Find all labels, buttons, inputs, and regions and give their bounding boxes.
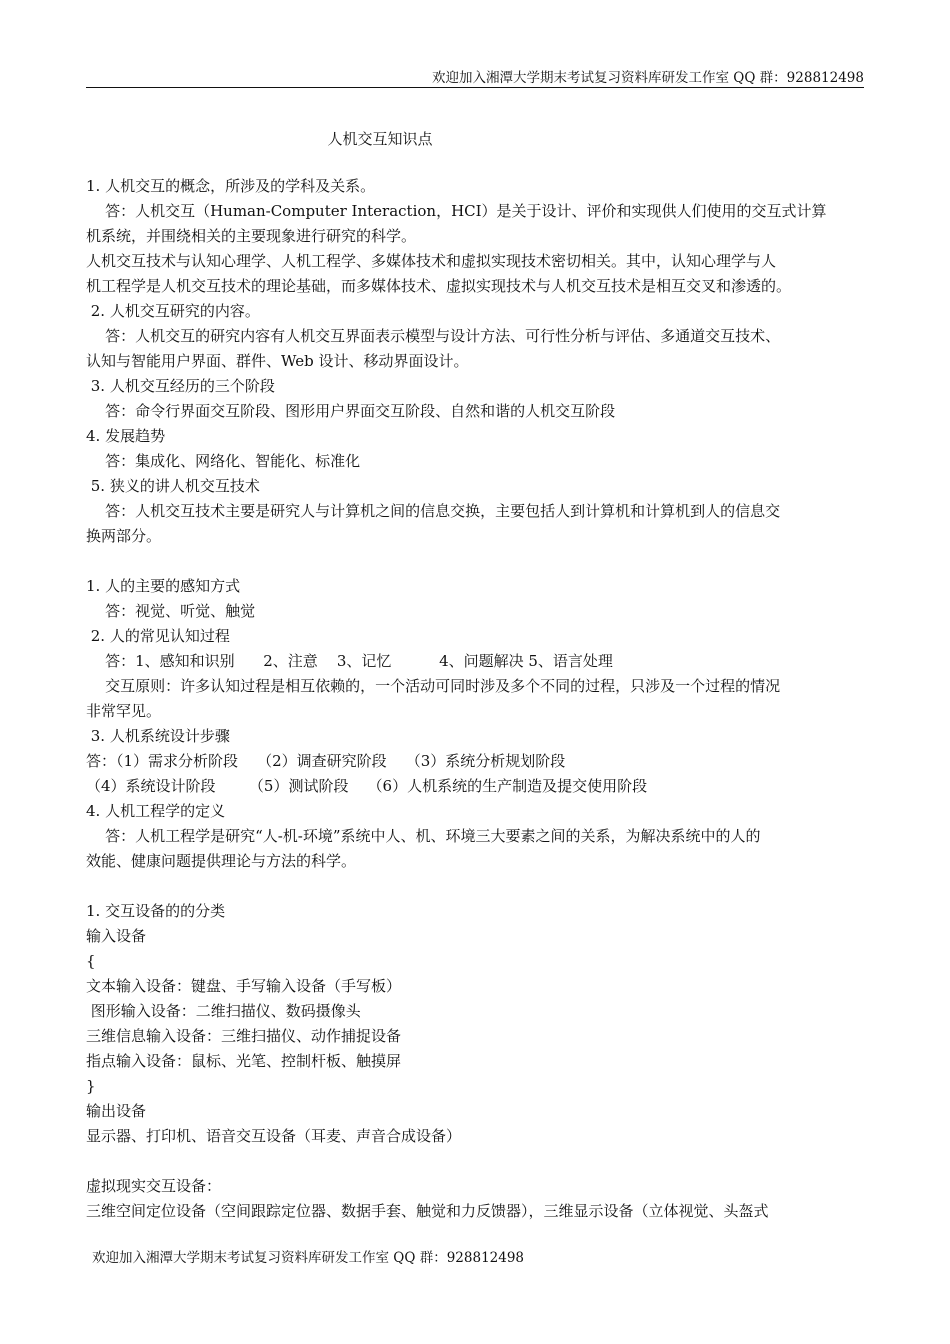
text-line: 输入设备 <box>86 927 147 945</box>
text-line: 机工程学是人机交互技术的理论基础，而多媒体技术、虚拟实现技术与人机交互技术是相互交叉和渗透的。 <box>86 277 792 295</box>
text-line: 答：人机工程学是研究“人-机-环境”系统中人、机、环境三大要素之间的关系，为解决系统中的人的 <box>86 827 761 845</box>
text-line: 答：人机交互（Human-Computer Interaction，HCI）是关于设计、评价和实现供人们使用的交互式计算 <box>86 202 827 220</box>
text-line: 3. 人机系统设计步骤 <box>86 727 230 745</box>
text-line: 1. 人机交互的概念，所涉及的学科及关系。 <box>86 177 376 195</box>
text-line: 答：人机交互的研究内容有人机交互界面表示模型与设计方法、可行性分析与评估、多通道交互技术、 <box>86 327 781 345</box>
text-line: 指点输入设备：鼠标、光笔、控制杆板、触摸屏 <box>86 1052 402 1070</box>
header-divider <box>86 87 864 88</box>
text-line: 虚拟现实交互设备： <box>86 1177 222 1195</box>
text-line: 2. 人机交互研究的内容。 <box>86 302 260 320</box>
text-line: 显示器、打印机、语音交互设备（耳麦、声音合成设备） <box>86 1127 462 1145</box>
text-line: 图形输入设备：二维扫描仪、数码摄像头 <box>86 1002 361 1020</box>
text-line: 答：（1）需求分析阶段 （2）调查研究阶段 （3）系统分析规划阶段 <box>86 752 566 770</box>
text-line: 1. 人的主要的感知方式 <box>86 577 241 595</box>
text-line: 非常罕见。 <box>86 702 162 720</box>
text-line: 2. 人的常见认知过程 <box>86 627 230 645</box>
page-footer: 欢迎加入湘潭大学期末考试复习资料库研发工作室 QQ 群：928812498 <box>92 1250 525 1266</box>
text-line: 答：人机交互技术主要是研究人与计算机之间的信息交换，主要包括人到计算机和计算机到人的信息交 <box>86 502 781 520</box>
text-line: 3. 人机交互经历的三个阶段 <box>86 377 275 395</box>
text-line: 5. 狭义的讲人机交互技术 <box>86 477 260 495</box>
text-line: { <box>86 952 96 970</box>
document-title: 人机交互知识点 <box>327 130 433 148</box>
document-body <box>86 174 866 1224</box>
text-line: （4）系统设计阶段 （5）测试阶段 （6）人机系统的生产制造及提交使用阶段 <box>86 777 648 795</box>
text-line: 效能、健康问题提供理论与方法的科学。 <box>86 852 357 870</box>
text-line: 人机交互技术与认知心理学、人机工程学、多媒体技术和虚拟实现技术密切相关。其中，认知心理学与人 <box>86 252 777 270</box>
text-line: 答：命令行界面交互阶段、图形用户界面交互阶段、自然和谐的人机交互阶段 <box>86 402 616 420</box>
text-line: 输出设备 <box>86 1102 147 1120</box>
text-line: 三维信息输入设备：三维扫描仪、动作捕捉设备 <box>86 1027 402 1045</box>
text-line: 文本输入设备：键盘、手写输入设备（手写板） <box>86 977 402 995</box>
text-line: 答：视觉、听觉、触觉 <box>86 602 256 620</box>
text-line: 答：1、感知和识别 2、注意 3、记忆 4、问题解决 5、语言处理 <box>86 652 613 670</box>
text-line: 认知与智能用户界面、群件、Web 设计、移动界面设计。 <box>86 352 469 370</box>
text-line: 机系统，并围绕相关的主要现象进行研究的科学。 <box>86 227 417 245</box>
text-line: 答：集成化、网络化、智能化、标准化 <box>86 452 361 470</box>
page-header: 欢迎加入湘潭大学期末考试复习资料库研发工作室 QQ 群：928812498 <box>431 70 864 86</box>
text-line: 交互原则：许多认知过程是相互依赖的，一个活动可同时涉及多个不同的过程，只涉及一个过程的情况 <box>86 677 781 695</box>
text-line: 三维空间定位设备（空间跟踪定位器、数据手套、触觉和力反馈器），三维显示设备（立体视觉、头盔式 <box>86 1202 769 1220</box>
blank-line <box>86 549 866 574</box>
text-line: 1. 交互设备的的分类 <box>86 902 226 920</box>
text-line: 4. 发展趋势 <box>86 427 166 445</box>
text-line: 4. 人机工程学的定义 <box>86 802 226 820</box>
text-line: 换两部分。 <box>86 527 162 545</box>
blank-line <box>86 1149 866 1174</box>
text-line: } <box>86 1077 96 1095</box>
blank-line <box>86 874 866 899</box>
